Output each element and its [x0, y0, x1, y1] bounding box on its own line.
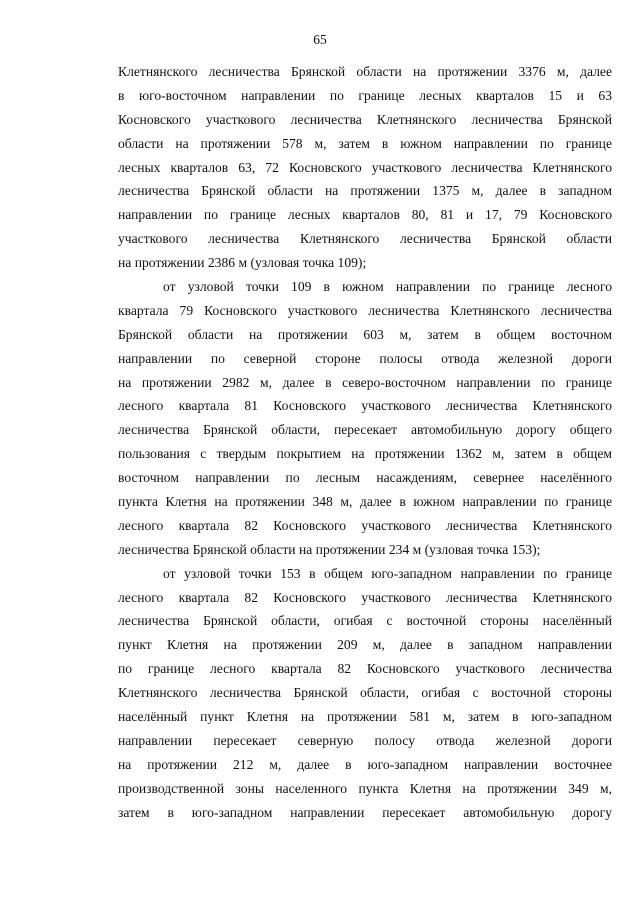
text-line: затем в юго-западном направлении пересекает автомобильную дорогу: [118, 804, 612, 820]
text-line: лесничества Брянской области, огибая с восточной стороны населённый: [118, 613, 612, 629]
text-line: Брянской области на протяжении 603 м, затем в общем восточном: [118, 326, 612, 342]
page-number: 65: [313, 32, 327, 47]
text-line: восточном направлении по лесным насаждениям, севернее населённого: [118, 470, 612, 486]
text-line: по границе лесного квартала 82 Косновского участкового лесничества: [118, 661, 612, 677]
text-line: Клетнянского лесничества Брянской области, огибая с восточной стороны: [118, 685, 612, 701]
paragraph-start-line: от узловой точки 153 в общем юго-западном направлении по границе: [163, 565, 612, 581]
text-line: лесного квартала 82 Косновского участкового лесничества Клетнянского: [118, 517, 612, 533]
text-line: в юго-восточном направлении по границе лесных кварталов 15 и 63: [118, 87, 612, 103]
text-line: населённый пункт Клетня на протяжении 581 м, затем в юго-западном: [118, 709, 612, 725]
text-line: области на протяжении 578 м, затем в южном направлении по границе: [118, 135, 612, 151]
paragraph-start-line: от узловой точки 109 в южном направлении по границе лесного: [163, 279, 612, 295]
text-line: лесничества Брянской области, пересекает автомобильную дорогу общего: [118, 422, 612, 438]
text-line: квартала 79 Косновского участкового лесничества Клетнянского лесничества: [118, 302, 612, 318]
text-line: пользования с твердым покрытием на протяжении 1362 м, затем в общем: [118, 446, 612, 462]
text-line: на протяжении 212 м, далее в юго-западном направлении восточнее: [118, 756, 612, 772]
paragraph-end-line: на протяжении 2386 м (узловая точка 109);: [118, 255, 367, 271]
text-line: Косновского участкового лесничества Клетнянского лесничества Брянской: [118, 111, 612, 127]
text-line: лесного квартала 81 Косновского участкового лесничества Клетнянского: [118, 398, 612, 414]
text-line: лесного квартала 82 Косновского участкового лесничества Клетнянского: [118, 589, 612, 605]
text-line: пункта Клетня на протяжении 348 м, далее в южном направлении по границе: [118, 494, 612, 510]
text-line: лесных кварталов 63, 72 Косновского участкового лесничества Клетнянского: [118, 159, 612, 175]
document-body: [118, 60, 612, 825]
text-line: направлении по северной стороне полосы отвода железной дороги: [118, 350, 612, 366]
text-line: пункт Клетня на протяжении 209 м, далее в западном направлении: [118, 637, 612, 653]
text-line: на протяжении 2982 м, далее в северо-восточном направлении по границе: [118, 374, 612, 390]
text-line: Клетнянского лесничества Брянской области на протяжении 3376 м, далее: [118, 64, 612, 79]
text-line: направлении по границе лесных кварталов 80, 81 и 17, 79 Косновского: [118, 207, 612, 223]
paragraph-end-line: лесничества Брянской области на протяжении 234 м (узловая точка 153);: [118, 541, 541, 557]
text-line: направлении пересекает северную полосу отвода железной дороги: [118, 732, 612, 748]
text-line: участкового лесничества Клетнянского лесничества Брянской области: [118, 231, 612, 247]
text-line: лесничества Брянской области на протяжении 1375 м, далее в западном: [118, 183, 612, 199]
text-line: производственной зоны населенного пункта Клетня на протяжении 349 м,: [118, 780, 612, 796]
